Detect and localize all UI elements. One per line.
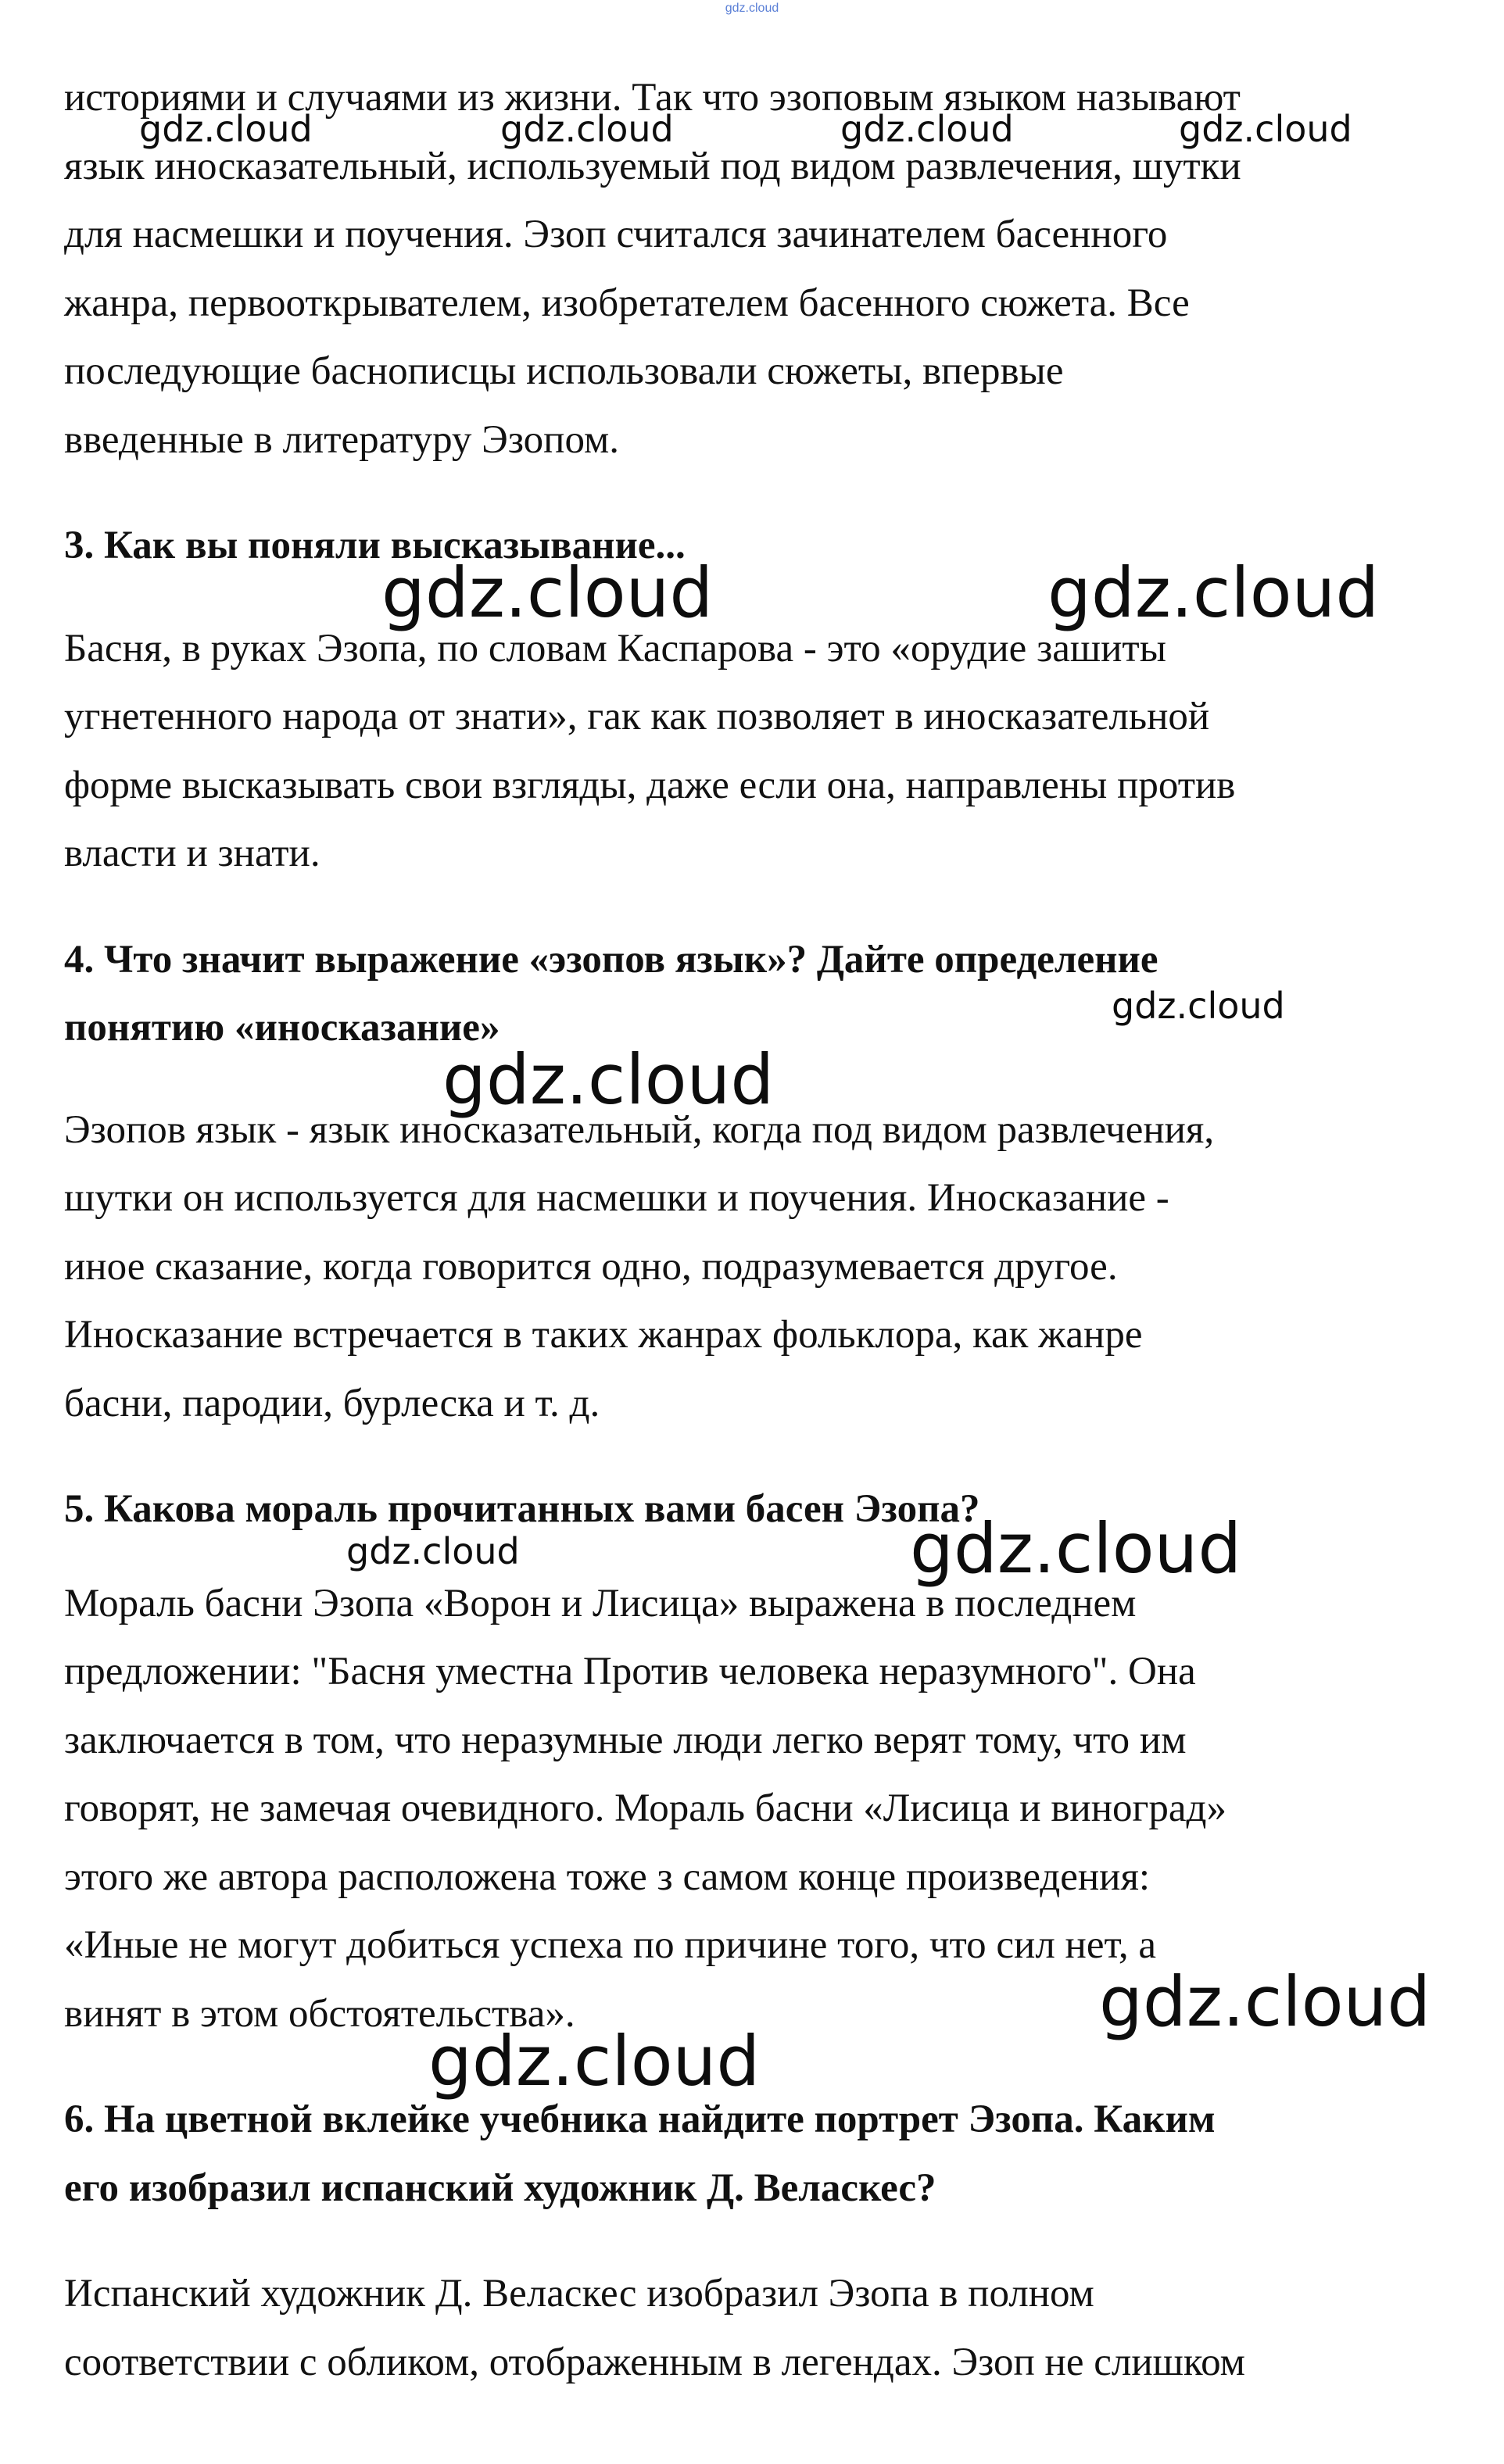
- text-line: Мораль басни Эзопа «Ворон и Лисица» выражена в последнем: [64, 1581, 1137, 1625]
- question-3-answer: [64, 615, 1440, 889]
- text-line: винят в этом обстоятельства».: [64, 1991, 575, 2036]
- question-4-heading: 4. Что значит выражение «эзопов язык»? Дайте определение: [64, 937, 1158, 982]
- watermark: gdz.cloud: [428, 2021, 761, 2101]
- text-line: историями и случаями из жизни. Так что эзоповым языком называют: [64, 76, 1241, 120]
- text-line: говорят, не замечая очевидного. Мораль басни «Лисица и виноград»: [64, 1786, 1226, 1830]
- watermark: gdz.cloud: [1099, 1962, 1431, 2042]
- watermark: gdz.cloud: [442, 1039, 775, 1120]
- top-watermark: gdz.cloud: [725, 2, 779, 15]
- question-5: [64, 1475, 1440, 2048]
- question-5-answer: [64, 1570, 1440, 2049]
- text-line: Эзопов язык - язык иносказательный, когда под видом развлечения,: [64, 1107, 1215, 1152]
- text-line: последующие баснописцы использовали сюжеты, впервые: [64, 349, 1064, 393]
- question-6-heading: 6. На цветной вклейке учебника найдите портрет Эзопа. Каким: [64, 2097, 1216, 2141]
- question-6: [64, 2086, 1440, 2397]
- text-line: предложении: "Басня уместна Против человека неразумного". Она: [64, 1650, 1196, 1693]
- text-line: язык иносказательный, используемый под видом развлечения, шутки: [64, 144, 1241, 188]
- text-line: иное сказание, когда говорится одно, подразумевается другое.: [64, 1244, 1118, 1289]
- text-line: для насмешки и поучения. Эзоп считался зачинателем басенного: [64, 213, 1168, 256]
- watermark: gdz.cloud: [381, 553, 714, 633]
- document-page: [64, 64, 1440, 2397]
- text-line: соответствии с обликом, отображенным в легендах. Эзоп не слишком: [64, 2340, 1245, 2384]
- text-line: Иносказание встречается в таких жанрах фольклора, как жанре: [64, 1313, 1143, 1357]
- watermark: gdz.cloud: [346, 1530, 520, 1572]
- text-line: жанра, первооткрывателем, изобретателем басенного сюжета. Все: [64, 281, 1190, 325]
- text-line: шутки он используется для насмешки и поучения. Иносказание -: [64, 1176, 1169, 1220]
- question-3-heading: 3. Как вы поняли высказывание...: [64, 524, 686, 567]
- text-line: басни, пародии, бурлеска и т. д.: [64, 1381, 600, 1425]
- text-line: Испанский художник Д. Веласкес изобразил Эзопа в полном: [64, 2272, 1094, 2316]
- text-line: форме высказывать свои взгляды, даже если она, направлены против: [64, 763, 1236, 807]
- watermark: gdz.cloud: [840, 108, 1014, 150]
- intro-paragraph: [64, 64, 1440, 474]
- question-4-heading: понятию «иносказание»: [64, 1006, 500, 1050]
- question-6-answer: [64, 2260, 1440, 2397]
- question-6-heading: его изобразил испанский художник Д. Веласкес?: [64, 2165, 936, 2210]
- text-line: введенные в литературу Эзопом.: [64, 417, 620, 462]
- text-line: власти и знати.: [64, 831, 320, 875]
- watermark: gdz.cloud: [1112, 985, 1285, 1027]
- question-3: [64, 512, 1440, 889]
- watermark: gdz.cloud: [139, 108, 313, 150]
- text-line: Басня, в руках Эзопа, по словам Каспарова - это «орудие зашиты: [64, 626, 1166, 671]
- question-4-answer: [64, 1096, 1440, 1439]
- question-4: [64, 926, 1440, 1439]
- text-line: заключается в том, что неразумные люди легко верят тому, что им: [64, 1718, 1187, 1762]
- text-line: угнетенного народа от знати», гак как позволяет в иносказательной: [64, 695, 1210, 738]
- watermark: gdz.cloud: [500, 108, 674, 150]
- text-line: этого же автора расположена тоже з самом конце произведения:: [64, 1854, 1151, 1899]
- watermark: gdz.cloud: [1179, 108, 1352, 150]
- watermark: gdz.cloud: [1047, 553, 1380, 633]
- text-line: «Иные не могут добиться успеха по причине того, что сил нет, а: [64, 1923, 1157, 1967]
- watermark: gdz.cloud: [910, 1508, 1242, 1589]
- question-5-heading: 5. Какова мораль прочитанных вами басен Эзопа?: [64, 1487, 980, 1531]
